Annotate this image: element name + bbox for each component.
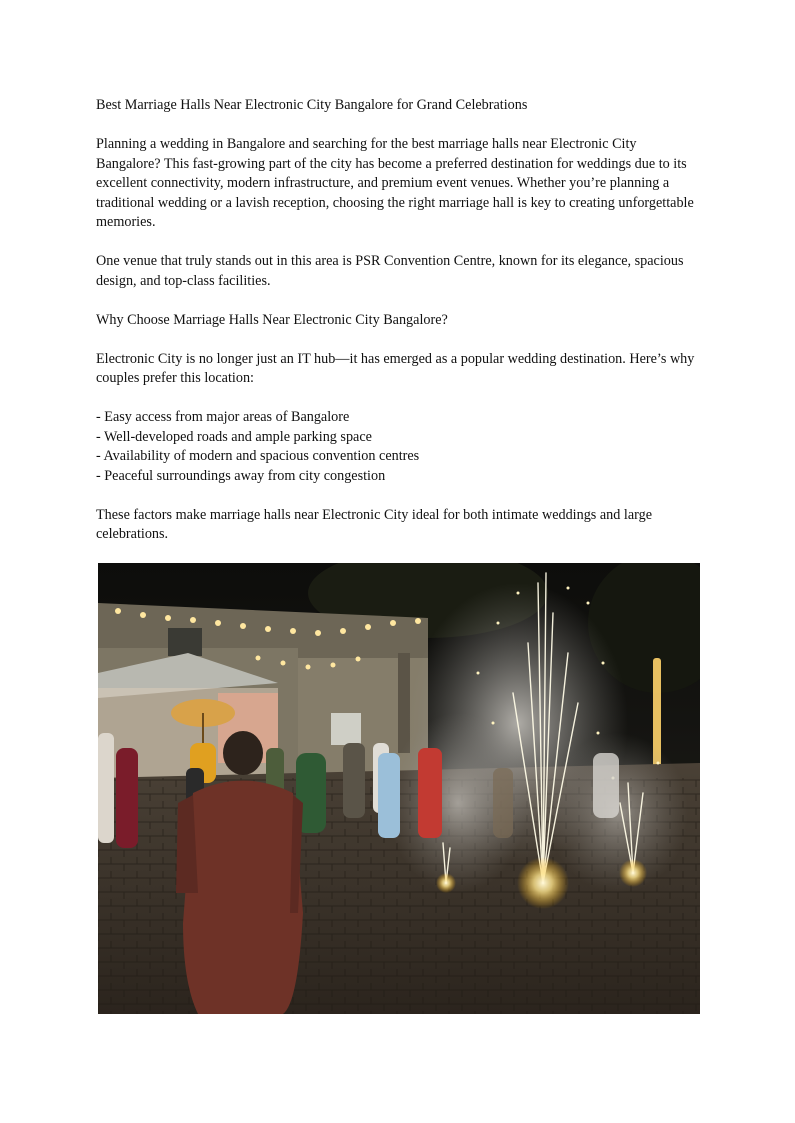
- list-item: - Availability of modern and spacious convention centres: [96, 448, 420, 464]
- section-intro-paragraph: Electronic City is no longer just an IT hub—it has emerged as a popular wedding destination. Here’s why couples prefer this location:: [96, 350, 695, 386]
- section-heading: Why Choose Marriage Halls Near Electronic City Bangalore?: [96, 311, 448, 328]
- document-body: [96, 96, 702, 564]
- closing-paragraph: These factors make marriage halls near Electronic City ideal for both intimate weddings and large celebrations.: [96, 506, 653, 542]
- list-item: - Peaceful surroundings away from city congestion: [96, 467, 386, 484]
- list-item: - Easy access from major areas of Bangalore: [96, 409, 350, 425]
- document-title: Best Marriage Halls Near Electronic City Bangalore for Grand Celebrations: [96, 97, 528, 113]
- venue-paragraph: One venue that truly stands out in this area is PSR Convention Centre, known for its elegance, spacious design, and top-class facilities.: [96, 253, 684, 289]
- wedding-fireworks-photo: [98, 563, 700, 1014]
- intro-paragraph: Planning a wedding in Bangalore and searching for the best marriage halls near Electronic City Bangalore? This fast-growing part of the city has become a preferred destination for weddings due to its excellent connectivity, modern infrastructure, and premium event venues. Whether you’re planning a traditional wedding or a lavish reception, choosing the right marriage hall is key to creating unforgettable memories.: [96, 136, 694, 230]
- reasons-list: [96, 408, 702, 486]
- list-item: - Well-developed roads and ample parking space: [96, 428, 372, 445]
